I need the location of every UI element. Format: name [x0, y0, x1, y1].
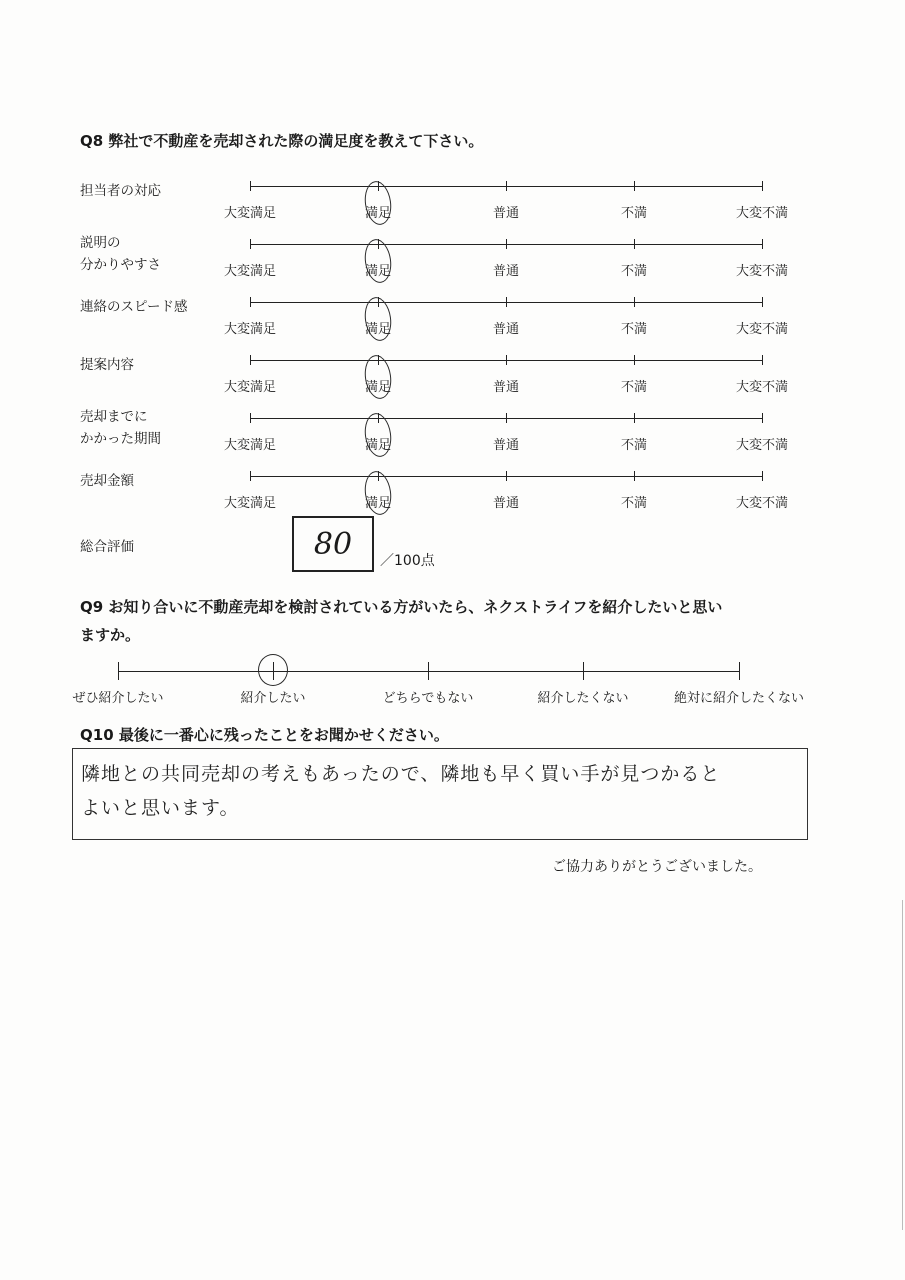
q8-option-label: 不満 — [620, 496, 648, 511]
q9-option-label: ぜひ紹介したい — [72, 691, 164, 706]
q8-option-label: 大変満足 — [223, 496, 277, 511]
q8-option-label: 満足 — [364, 206, 392, 221]
q9-title-line2: ますか。 — [80, 626, 141, 644]
q9-option-label: 紹介したい — [240, 691, 306, 706]
q9-option-label: どちらでもない — [382, 691, 474, 706]
overall-label: 総合評価 — [80, 539, 134, 555]
q10-answer-line-2: よいと思います。 — [81, 797, 240, 819]
q8-scale-tick[interactable] — [506, 413, 507, 423]
q10-answer-line-1: 隣地との共同売却の考えもあったので、隣地も早く買い手が見つかると — [81, 763, 721, 785]
q8-scale-tick[interactable] — [634, 471, 635, 481]
q8-option-label: 大変満足 — [223, 438, 277, 453]
q8-scale-tick[interactable] — [250, 181, 251, 191]
q8-scale-tick[interactable] — [506, 471, 507, 481]
q8-scale-tick[interactable] — [762, 297, 763, 307]
q8-option-label: 満足 — [364, 322, 392, 337]
q9-option-label: 絶対に紹介したくない — [673, 691, 805, 706]
q8-option-label: 満足 — [364, 496, 392, 511]
q8-option-label: 満足 — [364, 264, 392, 279]
selected-answer-circle — [258, 654, 288, 686]
q8-option-label: 大変満足 — [223, 264, 277, 279]
q9-scale-tick[interactable] — [428, 662, 429, 680]
q8-row-label-line: 提案内容 — [80, 357, 134, 373]
q9-title-line1: Q9 お知り合いに不動産売却を検討されている方がいたら、ネクストライフを紹介したいと思い — [80, 598, 723, 616]
q8-row-label — [80, 470, 134, 492]
q8-option-label: 普通 — [492, 380, 520, 395]
q8-option-label: 不満 — [620, 206, 648, 221]
q8-scale-tick[interactable] — [250, 413, 251, 423]
q8-scale-tick[interactable] — [250, 239, 251, 249]
q8-option-label: 大変満足 — [223, 380, 277, 395]
q8-option-label: 大変満足 — [223, 322, 277, 337]
scan-edge-line — [902, 900, 903, 1230]
q8-scale-tick[interactable] — [762, 181, 763, 191]
q8-option-label: 普通 — [492, 264, 520, 279]
q8-scale-tick[interactable] — [506, 181, 507, 191]
q8-option-label: 大変不満 — [735, 322, 789, 337]
q10-title: Q10 最後に一番心に残ったことをお聞かせください。 — [80, 726, 449, 744]
q8-scale-tick[interactable] — [250, 297, 251, 307]
q8-row-label — [80, 232, 161, 276]
q8-option-label: 満足 — [364, 438, 392, 453]
q8-row-label — [80, 296, 187, 318]
q10-answer-box — [72, 748, 808, 840]
q8-scale-tick[interactable] — [506, 355, 507, 365]
q8-scale-tick[interactable] — [634, 355, 635, 365]
q8-option-label: 普通 — [492, 206, 520, 221]
q8-option-label: 大変不満 — [735, 264, 789, 279]
q9-option-label: 紹介したくない — [537, 691, 629, 706]
overall-score-unit: ／100点 — [380, 553, 435, 569]
q8-row-label-line: 連絡のスピード感 — [80, 299, 188, 315]
q8-option-label: 不満 — [620, 438, 648, 453]
q8-scale-tick[interactable] — [634, 239, 635, 249]
q8-scale-tick[interactable] — [762, 471, 763, 481]
q8-option-label: 満足 — [364, 380, 392, 395]
q8-scale-tick[interactable] — [634, 181, 635, 191]
q8-option-label: 不満 — [620, 264, 648, 279]
q8-option-label: 大変不満 — [735, 496, 789, 511]
q9-scale-tick[interactable] — [739, 662, 740, 680]
q8-scale-tick[interactable] — [250, 471, 251, 481]
q8-row-label-line: 説明の — [80, 235, 121, 251]
q8-scale-tick[interactable] — [762, 239, 763, 249]
q8-scale-tick[interactable] — [506, 239, 507, 249]
q8-row-label — [80, 180, 161, 202]
q8-row-label-line: 売却金額 — [80, 473, 134, 489]
q8-scale-tick[interactable] — [506, 297, 507, 307]
overall-score-box — [292, 516, 374, 572]
q8-option-label: 不満 — [620, 322, 648, 337]
q8-title: Q8 弊社で不動産を売却された際の満足度を教えて下さい。 — [80, 132, 484, 150]
q8-option-label: 大変満足 — [223, 206, 277, 221]
thanks-message: ご協力ありがとうございました。 — [552, 859, 762, 875]
overall-score: 80 — [313, 526, 353, 562]
q9-scale-tick[interactable] — [583, 662, 584, 680]
q8-scale-tick[interactable] — [762, 413, 763, 423]
q8-option-label: 普通 — [492, 322, 520, 337]
q8-scale-tick[interactable] — [634, 413, 635, 423]
q8-option-label: 大変不満 — [735, 206, 789, 221]
q8-option-label: 不満 — [620, 380, 648, 395]
q8-row-label-line: 担当者の対応 — [80, 183, 161, 199]
q8-row-label — [80, 354, 134, 376]
q8-row-label-line: 分かりやすさ — [80, 257, 161, 273]
q8-option-label: 普通 — [492, 496, 520, 511]
q8-option-label: 大変不満 — [735, 438, 789, 453]
q9-scale-tick[interactable] — [118, 662, 119, 680]
q8-option-label: 大変不満 — [735, 380, 789, 395]
q8-row-label-line: かかった期間 — [80, 431, 161, 447]
q8-scale-tick[interactable] — [250, 355, 251, 365]
q8-row-label-line: 売却までに — [80, 409, 148, 425]
q8-scale-tick[interactable] — [762, 355, 763, 365]
q8-scale-tick[interactable] — [634, 297, 635, 307]
q8-option-label: 普通 — [492, 438, 520, 453]
q8-row-label — [80, 406, 161, 450]
